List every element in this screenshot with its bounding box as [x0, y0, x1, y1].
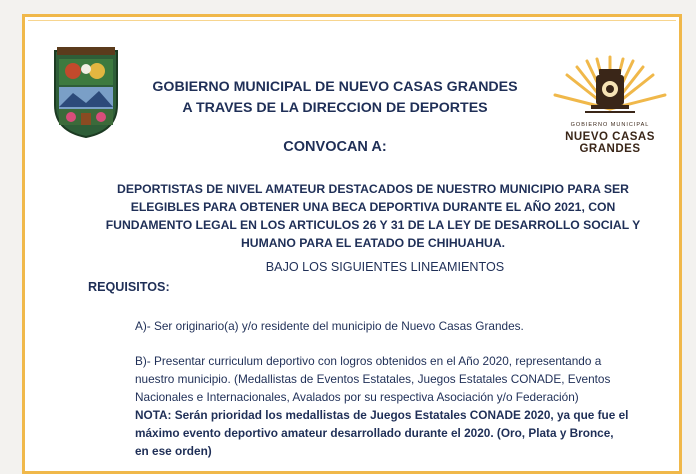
border-inner-line [28, 20, 676, 21]
ncg-logo [547, 51, 673, 155]
document-page [22, 14, 682, 474]
convocan-heading: CONVOCAN A: [283, 139, 387, 155]
requirement-b-line: nuestro municipio. (Medallistas de Eventos Estatales, Juegos Estatales CONADE, Eventos [135, 372, 611, 386]
intro-paragraph [95, 180, 651, 252]
header-subtitle: A TRAVES DE LA DIRECCION DE DEPORTES [182, 100, 488, 116]
logo-subtitle: GOBIERNO MUNICIPAL [570, 122, 650, 128]
lineamientos-heading: BAJO LOS SIGUIENTES LINEAMIENTOS [265, 260, 505, 274]
intro-line: FUNDAMENTO LEGAL EN LOS ARTICULOS 26 Y 31 DE LA LEY DE DESARROLLO SOCIAL Y [105, 218, 641, 232]
intro-line: HUMANO PARA EL EATADO DE CHIHUAHUA. [240, 236, 506, 250]
requirement-b [135, 352, 635, 406]
header-title: GOBIERNO MUNICIPAL DE NUEVO CASAS GRANDES [152, 79, 518, 95]
requirement-a: A)- Ser originario(a) y/o residente del municipio de Nuevo Casas Grandes. [135, 319, 524, 333]
nota-line: máximo evento deportivo amateur desarrollado durante el 2020. (Oro, Plata y Bronce, [135, 426, 614, 440]
train-sunburst-logo-icon [547, 51, 673, 123]
intro-line: DEPORTISTAS DE NIVEL AMATEUR DESTACADOS DE NUESTRO MUNICIPIO PARA SER [117, 182, 629, 196]
nota-line: en ese orden) [135, 444, 212, 458]
logo-text: NUEVO CASAS GRANDES [565, 131, 655, 155]
nota-paragraph [135, 406, 645, 460]
municipal-crest-icon [51, 45, 121, 139]
intro-line: ELEGIBLES PARA OBTENER UNA BECA DEPORTIVA DURANTE EL AÑO 2021, CON [130, 200, 616, 214]
nota-line: NOTA: Serán prioridad los medallistas de Juegos Estatales CONADE 2020, ya que fue el [135, 408, 629, 422]
requisitos-heading: REQUISITOS: [88, 280, 170, 294]
requirement-b-line: B)- Presentar curriculum deportivo con logros obtenidos en el Año 2020, representando a [135, 354, 602, 368]
crest-banner [57, 47, 115, 55]
requirement-b-line: Nacionales e Internacionales, Avalados por su respectiva Asociación y/o Federación) [135, 390, 579, 404]
